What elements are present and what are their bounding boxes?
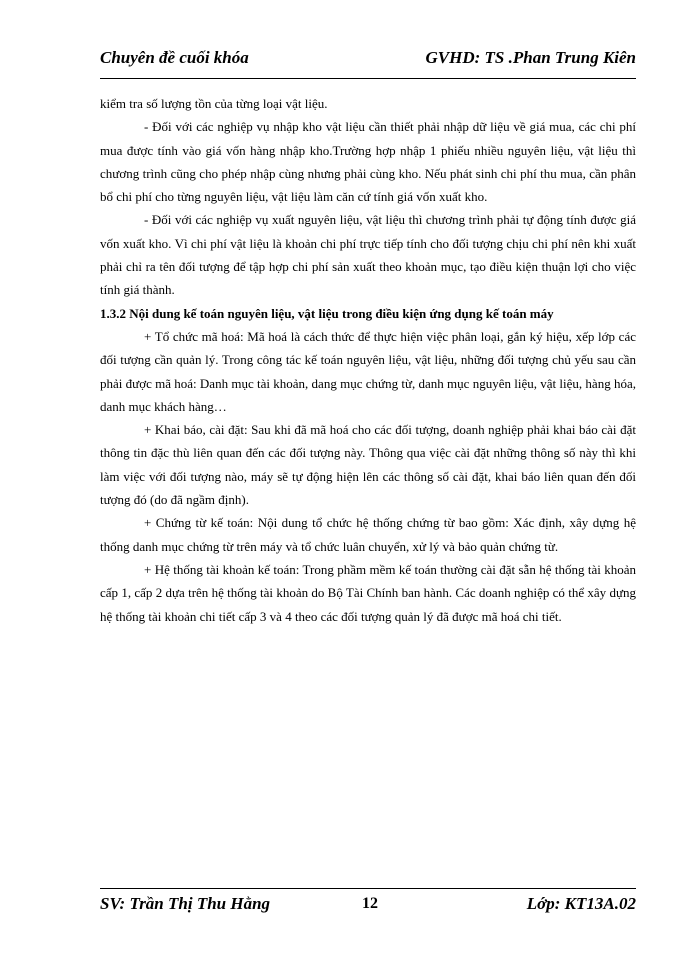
page-footer (100, 892, 636, 918)
header-supervisor: GVHD: TS .Phan Trung Kiên (425, 48, 636, 67)
body-paragraph: - Đối với các nghiệp vụ nhập kho vật liệu cần thiết phải nhập dữ liệu về giá mua, các chi phí mua được tính vào giá vốn hàng nhập kho.Trường hợp nhập 1 phiếu nhiều nguyên liệu, vật liệu thì chương trình cũng cho phép nhập cùng nhưng phải cùng kho. Nếu phát sinh chi phí thu mua, cần phân bổ chi phí cho từng nguyên liệu, vật liệu làm căn cứ tính giá vốn xuất kho. (100, 119, 636, 205)
footer-divider (100, 888, 636, 889)
section-paragraph: + Hệ thống tài khoản kế toán: Trong phầm mềm kế toán thường cài đặt sẵn hệ thống tài khoản cấp 1, cấp 2 dựa trên hệ thống tài khoản do Bộ Tài Chính ban hành. Các doanh nghiệp có thể xây dựng hệ thống tài khoản chi tiết cấp 3 và 4 theo các đối tượng quản lý đã được mã hoá chi tiết. (100, 561, 636, 624)
section-heading: 1.3.2 Nội dung kế toán nguyên liệu, vật liệu trong điều kiện ứng dụng kế toán máy (100, 305, 554, 321)
header-document-title: Chuyên đề cuối khóa (100, 48, 249, 67)
footer-student-name: SV: Trần Thị Thu Hằng (100, 894, 271, 913)
footer-class-code: Lớp: KT13A.02 (526, 894, 636, 913)
document-body (100, 92, 636, 628)
section-paragraph: + Khai báo, cài đặt: Sau khi đã mã hoá cho các đối tượng, doanh nghiệp phải khai báo cài đặt thông tin đặc thù liên quan đến các đối tượng này. Thông qua việc cài đặt những thông số này thì khi làm việc với đối tượng nào, máy sẽ tự động hiện lên các thông số cài đặt, khai báo liên quan đến đối tượng đó (do đã ngầm định). (100, 422, 636, 508)
body-paragraph: - Đối với các nghiệp vụ xuất nguyên liệu, vật liệu thì chương trình phải tự động tính được giá vốn xuất kho. Vì chi phí vật liệu là khoản chi phí trực tiếp tính cho đối tượng chịu chi phí nên khi xuất phải chỉ ra tên đối tượng để tập hợp chi phí sản xuất theo khoản mục, tạo điều kiện thuận lợi cho việc tính giá thành. (100, 212, 636, 298)
body-paragraph: kiểm tra số lượng tồn của từng loại vật liệu. (100, 96, 328, 111)
section-paragraph: + Tổ chức mã hoá: Mã hoá là cách thức để thực hiện việc phân loại, gắn ký hiệu, xếp lớp các đối tượng cần quản lý. Trong công tác kế toán nguyên liệu, vật liệu, những đối tượng chủ yếu sau cần phải được mã hoá: Danh mục tài khoản, dang mục chứng từ, danh mục nguyên liệu, vật liệu, hàng hóa, danh mục khách hàng… (100, 328, 636, 414)
page-header (100, 46, 636, 76)
page-number: 12 (362, 895, 378, 912)
header-divider (100, 78, 636, 79)
section-paragraph: + Chứng từ kế toán: Nội dung tổ chức hệ thống chứng từ bao gồm: Xác định, xây dựng hệ thống danh mục chứng từ trên máy và tổ chức luân chuyển, xử lý và bảo quản chứng từ. (100, 515, 636, 554)
